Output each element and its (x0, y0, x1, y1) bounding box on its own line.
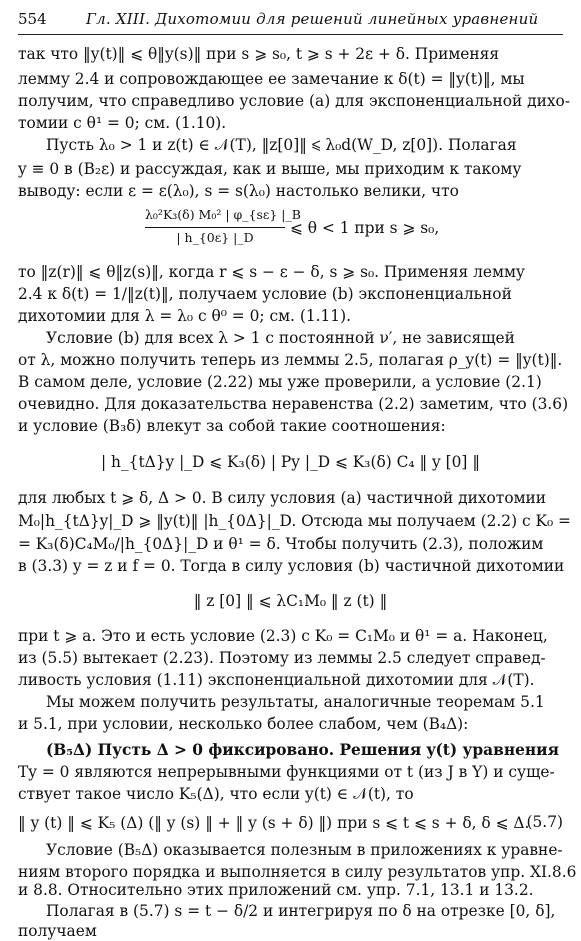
text-line: y ≡ 0 в (B₂ε) и рассуждая, как и выше, мы приходим к такому (18, 160, 522, 178)
text-line: Полагая в (5.7) s = t − δ/2 и интегрируя по δ на отрезке [0, δ], (46, 902, 556, 920)
text-line: В самом деле, условие (2.22) мы уже проверили, а условие (2.1) (18, 373, 542, 391)
text-line: M₀|h_{tΔ}y|_D ⩾ ‖y(t)‖ |h_{0Δ}|_D. Отсюда мы получаем (2.2) с K₀ = (18, 512, 571, 530)
formula-1-denominator: | h_{0ε} |_D (176, 230, 254, 245)
text-line: = K₃(δ)C₄M₀/|h_{0Δ}|_D и θ¹ = δ. Чтобы получить (2.3), положим (18, 535, 544, 553)
text-line: дихотомии для λ = λ₀ с θ⁰ = 0; см. (1.11). (18, 307, 351, 325)
text-line: от λ, можно получить теперь из леммы 2.5, полагая ρ_y(t) = ‖y(t)‖. (18, 351, 563, 369)
text-line: 2.4 к δ(t) = 1/‖z(t)‖, получаем условие (b) экспоненциальной (18, 285, 512, 303)
text-line: выводу: если ε = ε(λ₀), s = s(λ₀) настолько велики, что (18, 182, 459, 200)
text-line: получим, что справедливо условие (a) для экспоненциальной дихо- (18, 92, 571, 110)
text-line: ливость условия (1.11) экспоненциальной дихотомии для 𝒩(T). (18, 671, 535, 689)
text-line: из (5.5) вытекает (2.23). Поэтому из леммы 2.5 следует справед- (18, 649, 546, 667)
theorem-line: (B₅Δ) Пусть Δ > 0 фиксировано. Решения y(t) уравнения (46, 741, 559, 759)
text-line: томии с θ¹ = 0; см. (1.10). (18, 114, 227, 132)
text-line: ствует такое число K₅(Δ), что если y(t) ∈ 𝒩(t), то (18, 785, 414, 803)
text-line: Условие (b) для всех λ > 1 с постоянной ν′, не зависящей (46, 329, 515, 347)
equation-number: (5.7) (526, 813, 563, 831)
formula-2: | h_{tΔ}y |_D ⩽ K₃(δ) | Py |_D ⩽ K₃(δ) C₄ ‖ y [0] ‖ (100, 453, 481, 471)
text-line: лемму 2.4 и сопровождающее ее замечание к δ(t) = ‖y(t)‖, мы (18, 70, 525, 88)
page-number: 554 (18, 10, 47, 28)
formula-4: ‖ y (t) ‖ ⩽ K₅ (Δ) (‖ y (s) ‖ + ‖ y (s + δ) ‖) при s ⩽ t ⩽ s + δ, δ ⩽ Δ. (18, 814, 530, 832)
formula-3: ‖ z [0] ‖ ⩽ λC₁M₀ ‖ z (t) ‖ (193, 592, 388, 610)
running-title: Гл. XIII. Дихотомии для решений линейных уравнений (86, 10, 539, 28)
text-line: очевидно. Для доказательства неравенства (2.2) заметим, что (3.6) (18, 395, 569, 413)
page-header (18, 10, 563, 35)
text-line: Ty = 0 являются непрерывными функциями от t (из J в Y) и суще- (18, 763, 555, 781)
text-line: Условие (B₅Δ) оказывается полезным в приложениях к уравне- (46, 841, 563, 859)
fraction-bar (145, 227, 285, 228)
text-line: так что ‖y(t)‖ ⩽ θ‖y(s)‖ при s ⩾ s₀, t ⩾ s + 2ε + δ. Применяя (18, 45, 500, 63)
text-line: получаем (18, 922, 97, 940)
text-line: для любых t ⩾ δ, Δ > 0. В силу условия (a) частичной дихотомии (18, 489, 547, 507)
text-line: и 5.1, при условии, несколько более слабом, чем (B₄Δ): (18, 715, 469, 733)
text-line: Пусть λ₀ > 1 и z(t) ∈ 𝒩(T), ‖z[0]‖ ⩽ λ₀d(W_D, z[0]). Полагая (46, 136, 517, 154)
text-line: и условие (B₃δ) влекут за собой такие соотношения: (18, 417, 446, 435)
formula-1-numerator: λ₀²K₃(δ) M₀² | φ_{sε} |_B (145, 207, 301, 222)
formula-1-tail: ⩽ θ < 1 при s ⩾ s₀, (290, 219, 440, 237)
text-line: Мы можем получить результаты, аналогичные теоремам 5.1 (46, 693, 545, 711)
text-line: и 8.8. Относительно этих приложений см. упр. 7.1, 13.1 и 13.2. (18, 881, 534, 899)
text-line: то ‖z(r)‖ ⩽ θ‖z(s)‖, когда r ⩽ s − ε − δ, s ⩾ s₀. Применяя лемму (18, 263, 525, 281)
text-line: при t ⩾ a. Это и есть условие (2.3) с K₀ = C₁M₀ и θ¹ = a. Наконец, (18, 627, 548, 645)
text-line: в (3.3) y = z и f = 0. Тогда в силу условия (b) частичной дихотомии (18, 557, 565, 575)
text-line: ниям второго порядка и выполняется в силу результатов упр. XI.8.6 (18, 863, 577, 881)
